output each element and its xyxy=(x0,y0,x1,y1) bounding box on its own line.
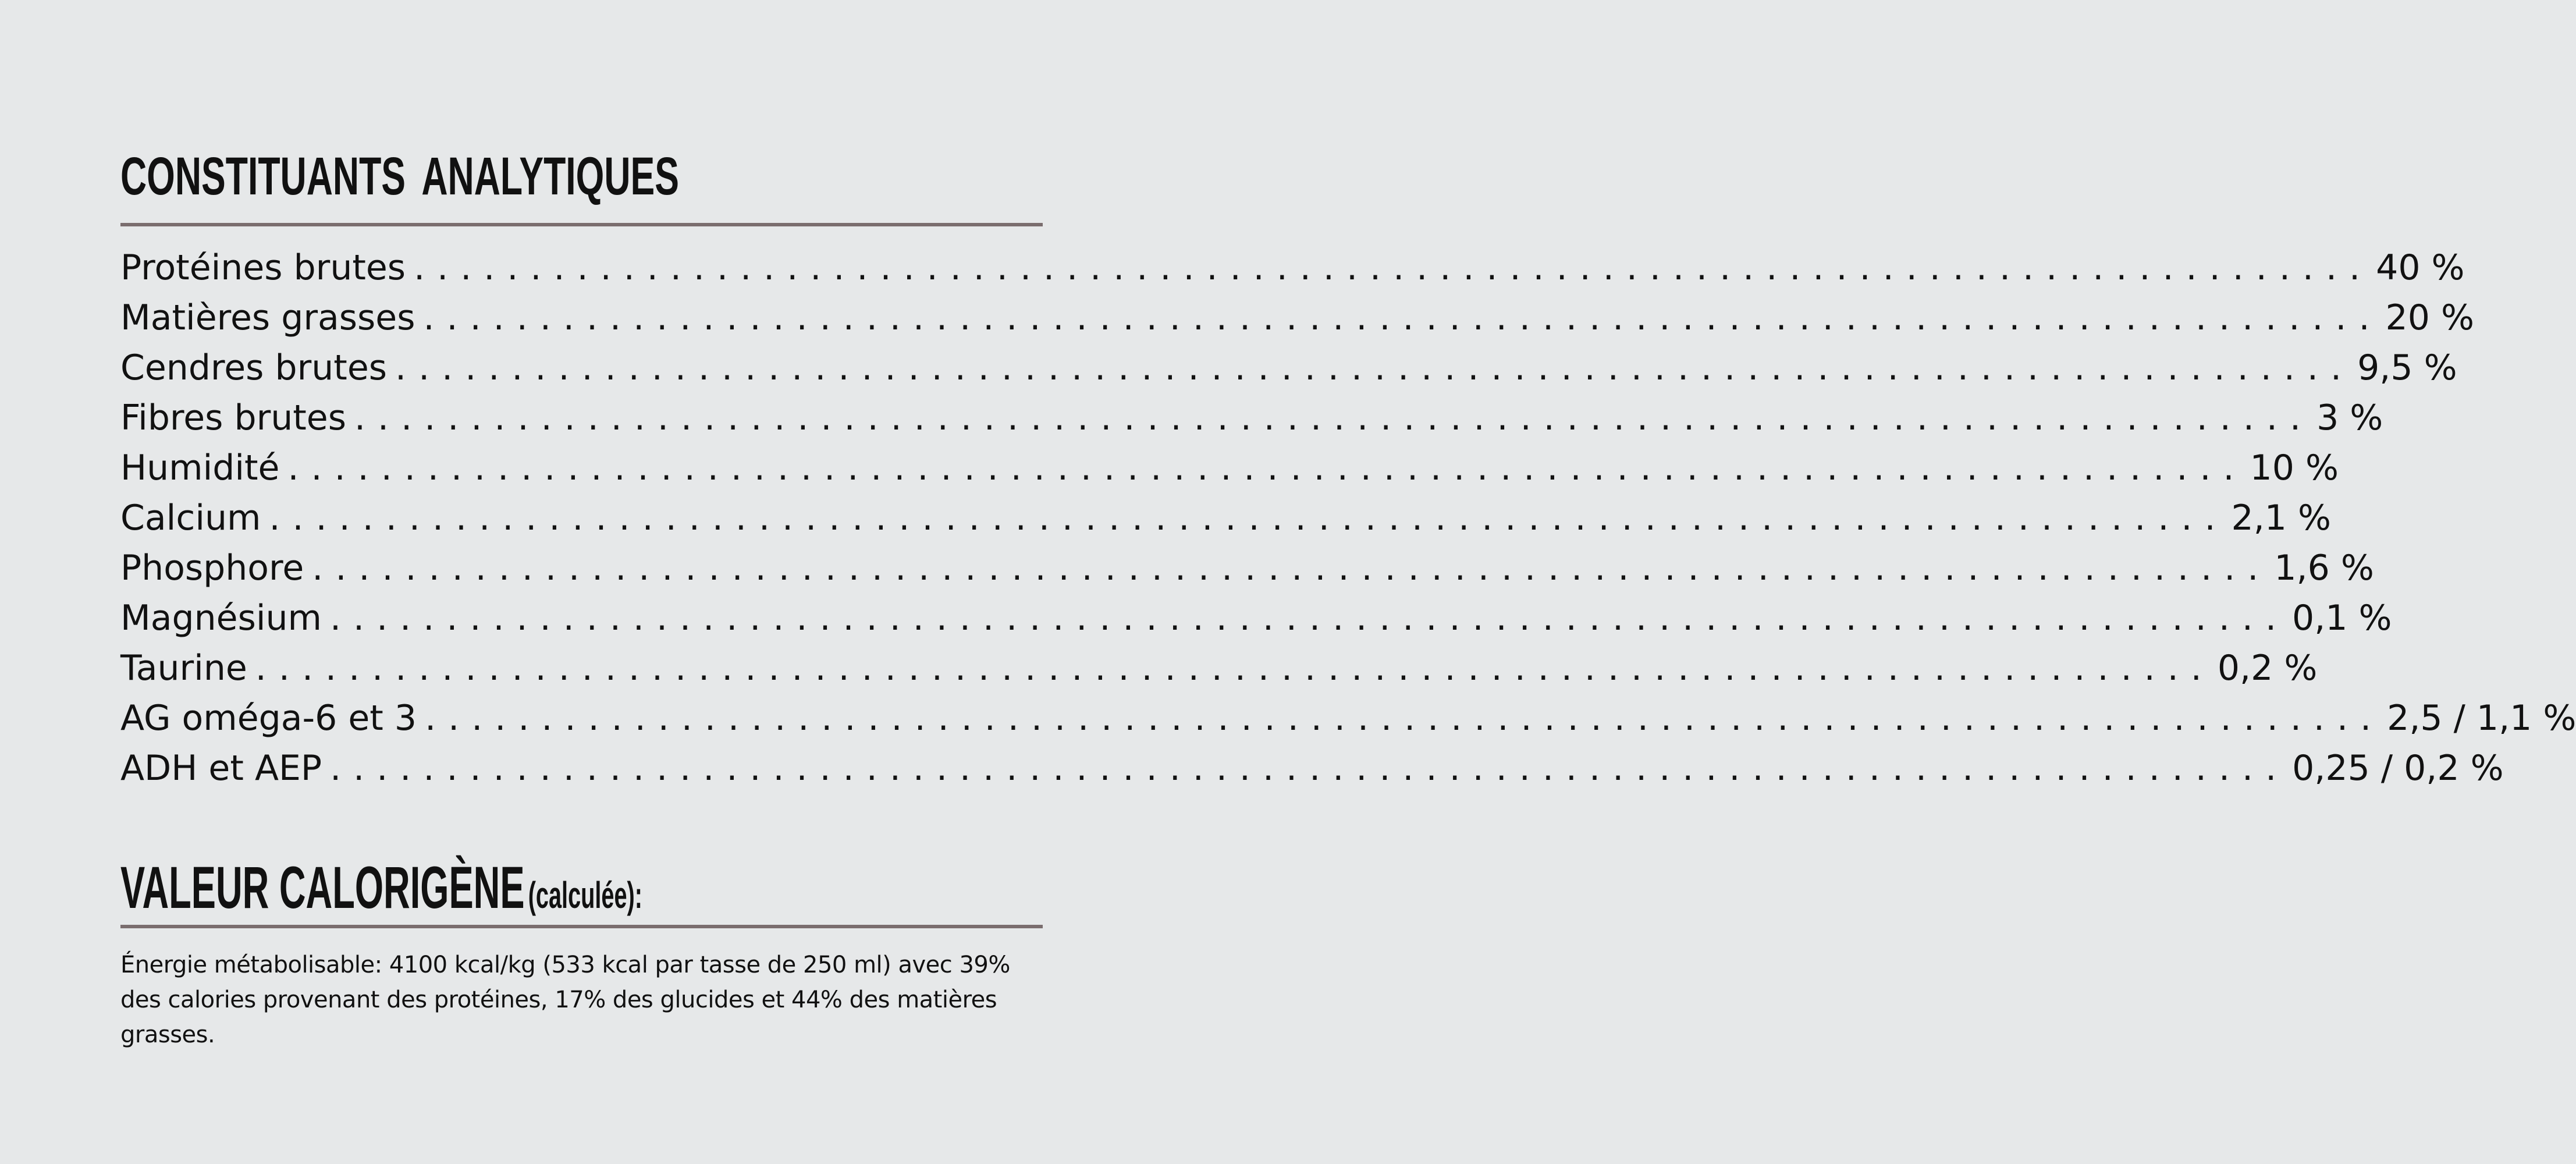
dot-leader: .................................................................................... xyxy=(425,698,2384,739)
section-title-main: VALEUR CALORIGÈNE xyxy=(120,854,525,921)
row-label: ADH et AEP xyxy=(120,748,322,789)
row-label: Cendres brutes xyxy=(120,347,387,388)
energy-description: Énergie métabolisable: 4100 kcal/kg (533 kcal par tasse de 250 ml) avec 39% des calories provenant des protéines, 17% des glucides et 44% des matières grasses. xyxy=(120,952,1010,1048)
dot-leader: .................................................................................... xyxy=(287,448,2247,488)
row-label: Phosphore xyxy=(120,548,304,588)
row-label: Fibres brutes xyxy=(120,398,346,438)
table-row xyxy=(120,693,2576,743)
row-value: 0,2 % xyxy=(2217,648,2318,689)
table-row xyxy=(120,293,2474,343)
table-row xyxy=(120,243,2465,293)
row-value: 9,5 % xyxy=(2357,347,2457,388)
table-row xyxy=(120,343,2457,393)
table-row xyxy=(120,493,2332,543)
divider-line xyxy=(120,925,1043,928)
table-row xyxy=(120,593,2392,643)
dot-leader: .................................................................................... xyxy=(312,548,2271,588)
dot-leader: .................................................................................... xyxy=(330,748,2289,789)
table-row xyxy=(120,543,2374,593)
row-value: 3 % xyxy=(2316,398,2383,438)
table-row xyxy=(120,643,2318,693)
dot-leader: .................................................................................... xyxy=(354,398,2314,438)
row-value: 20 % xyxy=(2385,297,2474,338)
dot-leader: .................................................................................... xyxy=(414,247,2373,288)
row-label: AG oméga-6 et 3 xyxy=(120,698,417,739)
table-row xyxy=(120,743,2504,793)
row-value: 40 % xyxy=(2376,247,2465,288)
row-value: 0,25 / 0,2 % xyxy=(2292,748,2504,789)
divider-line xyxy=(120,223,1043,226)
section-title-valeur xyxy=(120,853,642,930)
analytical-constituents-table xyxy=(120,243,2576,793)
row-label: Humidité xyxy=(120,448,280,488)
table-row xyxy=(120,393,2383,443)
row-value: 2,5 / 1,1 % xyxy=(2387,698,2576,739)
row-label: Taurine xyxy=(120,648,247,689)
table-row xyxy=(120,443,2339,493)
row-label: Matières grasses xyxy=(120,297,415,338)
dot-leader: .................................................................................... xyxy=(423,297,2382,338)
section-title-constituants: CONSTITUANTS ANALYTIQUES xyxy=(120,147,679,206)
dot-leader: .................................................................................... xyxy=(269,498,2228,538)
dot-leader: .................................................................................... xyxy=(329,598,2289,638)
row-label: Protéines brutes xyxy=(120,247,406,288)
row-value: 0,1 % xyxy=(2292,598,2392,638)
row-label: Calcium xyxy=(120,498,261,538)
section-title-suffix: (calculée): xyxy=(528,874,642,916)
dot-leader: .................................................................................... xyxy=(395,347,2354,388)
row-value: 10 % xyxy=(2250,448,2339,488)
dot-leader: .................................................................................... xyxy=(255,648,2214,689)
row-value: 1,6 % xyxy=(2274,548,2374,588)
row-label: Magnésium xyxy=(120,598,322,638)
row-value: 2,1 % xyxy=(2231,498,2332,538)
